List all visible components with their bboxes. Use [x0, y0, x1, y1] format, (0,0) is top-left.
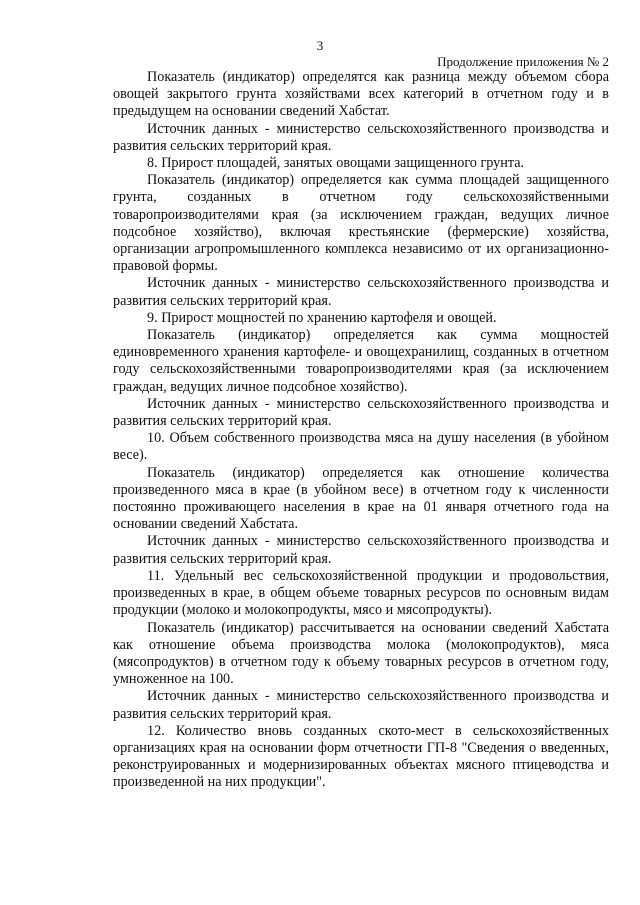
- document-body: [113, 69, 609, 792]
- paragraph-indicator-greenhouse-area: Показатель (индикатор) определяется как сумма площадей защищенного грунта, созданных в отчетном году сельскохозяйственными товаропроизводителями края (за исключением граждан, ведущих личное подсобное хозяйство), включая крестьянские (фермерские) хозяйства, организации агропромышленного комплекса независимо от их организационно-правовой формы.: [113, 172, 609, 275]
- paragraph-data-source: Источник данных - министерство сельскохозяйственного производства и развития сельских территорий края.: [113, 688, 609, 722]
- paragraph-item-9-heading: 9. Прирост мощностей по хранению картофеля и овощей.: [147, 309, 497, 326]
- paragraph-item-8-heading: 8. Прирост площадей, занятых овощами защищенного грунта.: [147, 155, 525, 172]
- paragraph-indicator-meat-per-capita: Показатель (индикатор) определяется как отношение количества произведенного мяса в крае (в убойном весе) в отчетном году к численности постоянно проживающего населения в крае на 01 января отчетного года на основании сведений Хабстата.: [113, 464, 609, 533]
- page-number: 3: [316, 38, 324, 53]
- paragraph-indicator-share-calculation: Показатель (индикатор) рассчитывается на основании сведений Хабстата как отношение объема производства молока (молокопродуктов), мяса (мясопродуктов) в отчетном году к объему товарных ресурсов в отчетном году, умноженное на 100.: [113, 619, 609, 688]
- paragraph-item-12-heading: 12. Количество вновь созданных ското-мест в сельскохозяйственных организациях края на основании форм отчетности ГП-8 "Сведения о введенных, реконструированных и модернизированных объектах мясного птицеводства и произведенной на них продукции".: [113, 722, 609, 791]
- paragraph-data-source: Источник данных - министерство сельскохозяйственного производства и развития сельских территорий края.: [113, 533, 609, 567]
- paragraph-indicator-greenhouse-harvest: Показатель (индикатор) определятся как разница между объемом сбора овощей закрытого грунта хозяйствами всех категорий в отчетном году и в предыдущем на основании сведений Хабстат.: [113, 69, 609, 120]
- appendix-header: Продолжение приложения № 2: [437, 54, 609, 69]
- paragraph-data-source: Источник данных - министерство сельскохозяйственного производства и развития сельских территорий края.: [113, 395, 609, 430]
- paragraph-data-source: Источник данных - министерство сельскохозяйственного производства и развития сельских территорий края.: [113, 120, 609, 154]
- paragraph-item-11-heading: 11. Удельный вес сельскохозяйственной продукции и продовольствия, произведенных в крае, в общем объеме товарных ресурсов по основным видам продукции (молоко и молокопродукты, мясо и мясопродукты).: [113, 567, 609, 619]
- paragraph-item-10-heading: 10. Объем собственного производства мяса на душу населения (в убойном весе).: [113, 430, 609, 464]
- paragraph-indicator-storage-capacity: Показатель (индикатор) определяется как сумма мощностей единовременного хранения картофеле- и овощехранилищ, созданных в отчетном году сельскохозяйственными товаропроизводителями края (за исключением граждан, ведущих личное подсобное хозяйство).: [113, 327, 609, 395]
- paragraph-data-source: Источник данных - министерство сельскохозяйственного производства и развития сельских территорий края.: [113, 275, 609, 309]
